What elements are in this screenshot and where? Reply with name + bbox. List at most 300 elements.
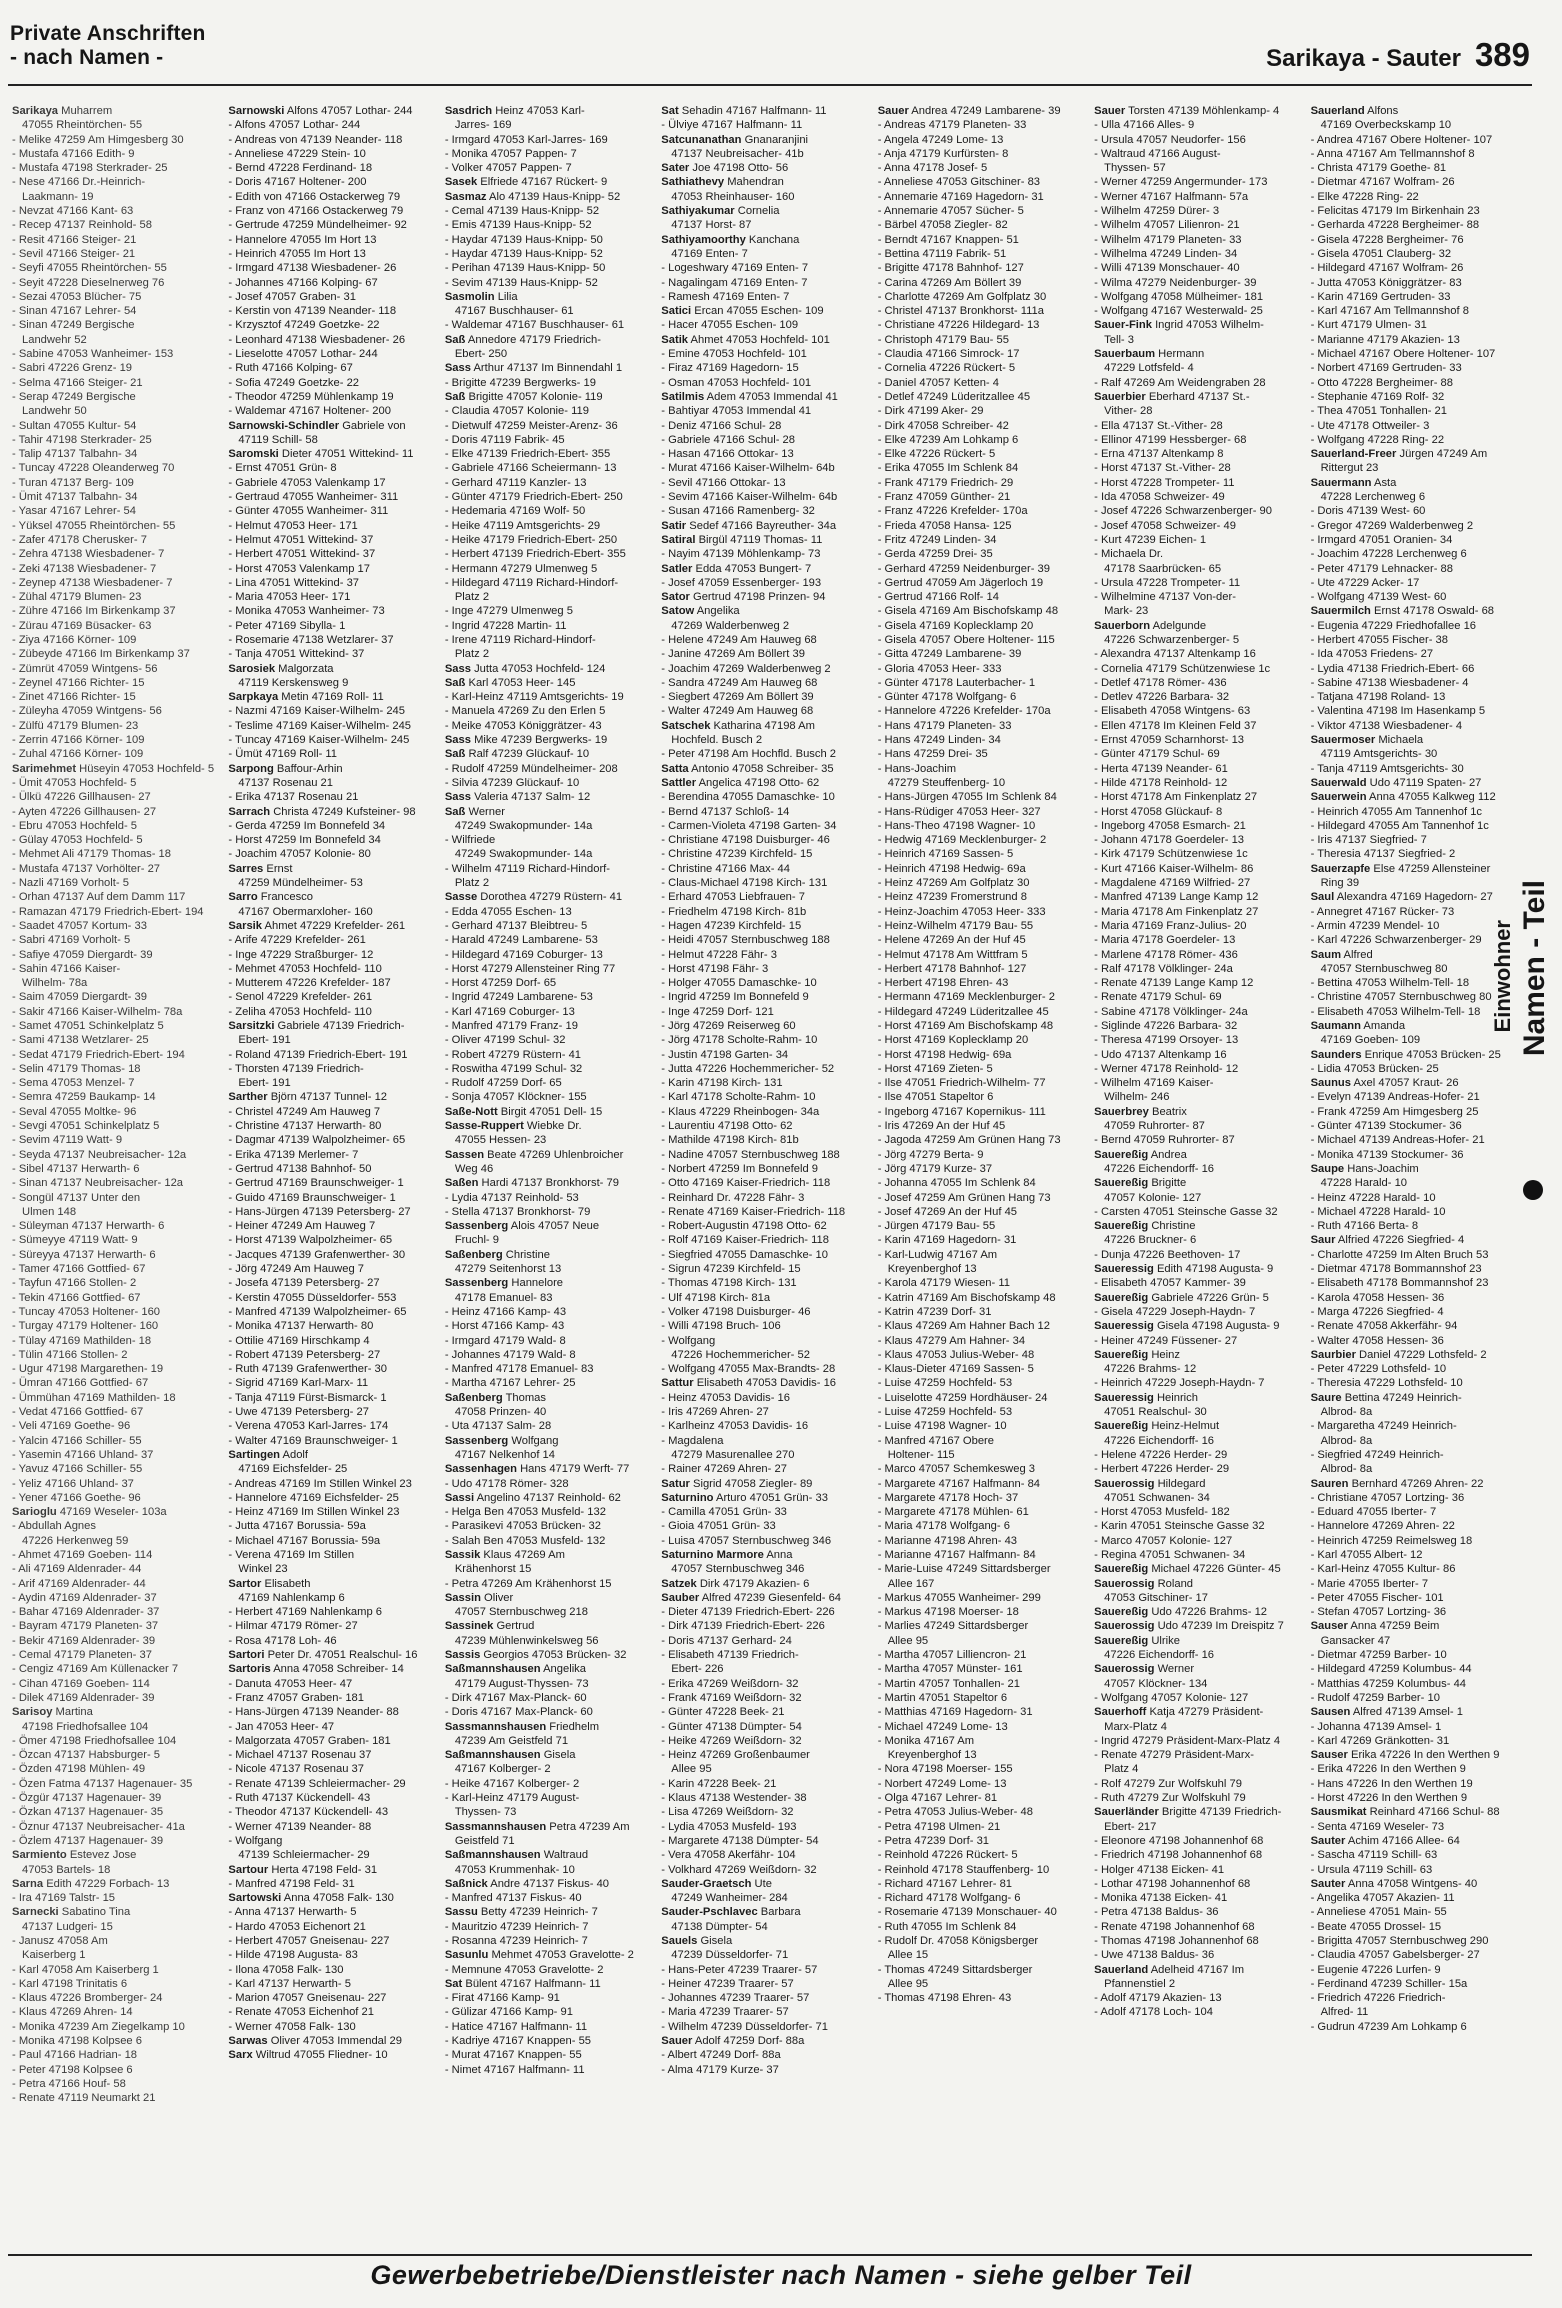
entry-details: - Karl-Heinz 47119 Amtsgerichts- 19	[444, 691, 624, 704]
entry-details: Thyssen- 57	[1104, 162, 1166, 175]
directory-entry	[12, 104, 218, 118]
directory-entry	[1311, 204, 1517, 218]
entry-details: Landwehr 50	[22, 405, 87, 418]
entry-details: - Özen Fatma 47137 Hagenauer- 35	[12, 1777, 193, 1790]
directory-entry	[228, 919, 434, 933]
entry-details: - Christiane 47198 Duisburger- 46	[661, 834, 830, 847]
directory-entry	[445, 1233, 651, 1247]
entry-details: - Brigitte 47178 Bahnhof- 127	[877, 262, 1024, 275]
directory-entry	[661, 962, 867, 976]
directory-entry	[445, 376, 651, 390]
directory-entry	[661, 1062, 867, 1076]
directory-entry	[445, 976, 651, 990]
entry-details: Allee 95	[887, 1977, 929, 1990]
entry-details: - Eugenia 47229 Friedhofallee 16	[1310, 619, 1477, 632]
entry-details: - Karola 47058 Hessen- 36	[1310, 1291, 1445, 1304]
directory-entry	[445, 175, 651, 189]
entry-details: 47055 Hessen- 23	[454, 1134, 547, 1147]
directory-entry	[445, 104, 651, 118]
directory-entry	[1311, 719, 1517, 733]
entry-details: - Sabine 47178 Völklinger- 24a	[1094, 1005, 1248, 1018]
directory-entry	[228, 790, 434, 804]
entry-surname: Sarres	[228, 862, 264, 875]
footer-rule	[8, 2254, 1532, 2256]
directory-entry	[661, 1848, 867, 1862]
directory-entry	[1311, 790, 1517, 804]
directory-entry	[1311, 290, 1517, 304]
directory-entry	[228, 1920, 434, 1934]
directory-entry	[12, 1605, 218, 1619]
entry-details: Christine	[502, 1248, 550, 1261]
entry-details: 47226 Hochemmericher- 52	[671, 1348, 810, 1361]
directory-entry	[228, 1090, 434, 1104]
directory-entry	[1311, 633, 1517, 647]
entry-details: - Nadine 47057 Sternbuschweg 188	[661, 1148, 840, 1161]
directory-entry	[661, 976, 867, 990]
directory-entry	[12, 1948, 218, 1962]
entry-details: Ernst	[263, 862, 293, 875]
directory-entry	[12, 1462, 218, 1476]
entry-details: - Dunja 47226 Beethoven- 17	[1094, 1248, 1241, 1261]
entry-details: - Evelyn 47139 Andreas-Hofer- 21	[1310, 1091, 1480, 1104]
directory-entry	[12, 361, 218, 375]
directory-entry	[12, 1348, 218, 1362]
directory-entry	[661, 647, 867, 661]
directory-entry	[1094, 1491, 1300, 1505]
directory-entry	[878, 733, 1084, 747]
entry-details: 47279 Masurenallee 270	[671, 1448, 795, 1461]
entry-details: - Günter 47228 Beek- 21	[661, 1706, 785, 1719]
entry-surname: Satzek	[661, 1577, 697, 1590]
entry-details: - Senol 47229 Krefelder- 261	[228, 991, 373, 1004]
directory-entry	[12, 276, 218, 290]
directory-entry	[1311, 1634, 1517, 1648]
directory-entry	[1094, 1219, 1300, 1233]
directory-entry	[1094, 948, 1300, 962]
entry-details: - Heinz 47269 Am Golfplatz 30	[877, 877, 1030, 890]
entry-details: - Hedemaria 47169 Wolf- 50	[444, 505, 586, 518]
directory-entry	[228, 1019, 434, 1033]
directory-entry	[445, 733, 651, 747]
entry-details: - Armin 47239 Mendel- 10	[1310, 919, 1440, 932]
directory-entry	[661, 1162, 867, 1176]
directory-entry	[228, 1348, 434, 1362]
directory-entry	[228, 1963, 434, 1977]
directory-entry	[445, 1791, 651, 1805]
entry-details: - Wilma 47279 Neidenburger- 39	[1094, 276, 1257, 289]
entry-details: - Wilhelm 47259 Dürer- 3	[1094, 205, 1220, 218]
entry-details: Metin 47169 Roll- 11	[278, 691, 384, 704]
directory-entry	[878, 1848, 1084, 1862]
directory-entry	[445, 1419, 651, 1433]
directory-entry	[12, 1977, 218, 1991]
directory-entry	[12, 805, 218, 819]
directory-entry	[228, 847, 434, 861]
directory-entry	[445, 1448, 651, 1462]
entry-details: - Frank 47169 Weißdorn- 32	[661, 1691, 802, 1704]
directory-entry	[1094, 1863, 1300, 1877]
entry-details: - Dilek 47169 Aldenrader- 39	[12, 1691, 155, 1704]
directory-entry	[1311, 619, 1517, 633]
directory-entry	[878, 719, 1084, 733]
entry-surname: Sarikaya	[12, 105, 59, 117]
directory-entry	[228, 390, 434, 404]
entry-details: - Robert-Augustin 47198 Otto- 62	[661, 1220, 827, 1233]
entry-details: Ulrike	[1148, 1634, 1180, 1647]
directory-entry	[12, 847, 218, 861]
entry-details: - Songül 47137 Unter den	[12, 1191, 141, 1204]
entry-details: - Cornelia 47226 Rückert- 5	[877, 362, 1016, 375]
entry-details: - Hermann 47279 Ulmenweg 5	[444, 562, 598, 575]
directory-entry	[228, 247, 434, 261]
entry-details: Joe 47198 Otto- 56	[689, 162, 789, 175]
directory-entry	[12, 433, 218, 447]
entry-details: - Rudolf 47259 Dorf- 65	[444, 1077, 562, 1090]
entry-details: - Felicitas 47179 Im Birkenhain 23	[1310, 205, 1480, 218]
entry-details: - Heinz-Wilhelm 47179 Bau- 55	[877, 919, 1034, 932]
directory-entry	[1094, 276, 1300, 290]
entry-details: 47167 Buschhauser- 61	[454, 305, 574, 318]
directory-entry	[12, 1019, 218, 1033]
entry-details: - Anna 47137 Herwarth- 5	[228, 1906, 357, 1919]
entry-details: - Martin 47057 Tonhallen- 21	[877, 1677, 1020, 1690]
entry-details: Alois 47057 Neue	[508, 1220, 600, 1233]
entry-details: - Herta 47139 Neander- 61	[1094, 762, 1228, 775]
directory-entry	[1094, 519, 1300, 533]
directory-entry	[661, 762, 867, 776]
entry-surname: Sassik	[444, 1548, 481, 1561]
entry-details: - Marianne 47167 Halfmann- 84	[877, 1548, 1036, 1561]
entry-details: Betty 47239 Heinrich- 7	[477, 1906, 598, 1919]
entry-surname: Sarnecki	[12, 1906, 59, 1919]
entry-details: - Karin 47169 Gertruden- 33	[1310, 290, 1451, 303]
directory-entry	[228, 1577, 434, 1591]
directory-entry	[1094, 819, 1300, 833]
entry-details: - Hannelore 47169 Eichsfelder- 25	[228, 1491, 399, 1504]
entry-details: - Karin 47169 Hagedorn- 31	[877, 1234, 1017, 1247]
directory-entry	[445, 1934, 651, 1948]
directory-entry	[878, 933, 1084, 947]
directory-entry	[228, 1305, 434, 1319]
entry-details: - Werner 47259 Angermunder- 173	[1094, 176, 1268, 189]
directory-entry	[1094, 1619, 1300, 1633]
directory-entry	[445, 547, 651, 561]
entry-details: 47053 Bartels- 18	[22, 1863, 111, 1876]
directory-entry	[878, 1662, 1084, 1676]
entry-details: - Luise 47259 Hochfeld- 53	[877, 1406, 1013, 1419]
entry-details: - Hildegard 47167 Wolfram- 26	[1310, 262, 1464, 275]
directory-entry	[12, 1276, 218, 1290]
directory-entry	[228, 1219, 434, 1233]
directory-entry	[661, 1519, 867, 1533]
entry-details: - Hans-Jürgen 47139 Neander- 88	[228, 1706, 399, 1719]
directory-entry	[1094, 1334, 1300, 1348]
directory-entry	[661, 175, 867, 189]
directory-entry	[228, 1248, 434, 1262]
directory-entry	[228, 690, 434, 704]
entry-details: - Werner 47167 Halfmann- 57a	[1094, 190, 1249, 203]
directory-entry	[12, 976, 218, 990]
directory-entry	[228, 1634, 434, 1648]
directory-entry	[661, 1434, 867, 1448]
entry-details: - Zerrin 47166 Körner- 109	[12, 734, 145, 747]
entry-details: - Johanna 47055 Im Schlenk 84	[877, 1177, 1036, 1190]
entry-details: - Bernd 47137 Schloß- 14	[661, 805, 790, 818]
directory-entry	[12, 1619, 218, 1633]
directory-entry	[1094, 218, 1300, 232]
directory-entry	[1094, 1305, 1300, 1319]
entry-surname: Sassenberg	[444, 1220, 509, 1233]
directory-entry	[1311, 1434, 1517, 1448]
entry-details: Anna	[763, 1548, 793, 1561]
entry-details: - Annegret 47167 Rücker- 73	[1310, 905, 1455, 918]
directory-entry	[12, 1577, 218, 1591]
directory-entry	[1094, 1119, 1300, 1133]
entry-details: 47137 Rosenau 21	[238, 776, 333, 789]
entry-surname: Saß	[444, 805, 466, 818]
directory-entry	[12, 118, 218, 132]
directory-entry	[1094, 419, 1300, 433]
entry-details: - Claudia 47057 Gabelsberger- 27	[1310, 1949, 1480, 1962]
directory-entry	[445, 1191, 651, 1205]
directory-entry	[445, 476, 651, 490]
entry-details: - Rosemarie 47139 Monschauer- 40	[877, 1906, 1057, 1919]
entry-details: - Theresa 47199 Orsoyer- 13	[1094, 1034, 1239, 1047]
entry-details: 47169 Enten- 7	[671, 247, 748, 260]
directory-entry	[661, 704, 867, 718]
entry-details: - Charlotte 47259 Im Alten Bruch 53	[1310, 1248, 1489, 1261]
entry-details: 47169 Nahlenkamp 6	[238, 1591, 345, 1604]
entry-details: - Özlem 47137 Hagenauer- 39	[12, 1834, 164, 1847]
entry-details: - Johannes 47239 Traarer- 57	[661, 1992, 810, 2005]
entry-details: - Jürgen 47179 Bau- 55	[877, 1220, 996, 1233]
entry-details: - Ilse 47051 Friedrich-Wilhelm- 77	[877, 1077, 1046, 1090]
entry-details: Hochfeld. Busch 2	[671, 734, 763, 747]
directory-entry	[1311, 1219, 1517, 1233]
directory-entry	[1094, 461, 1300, 475]
directory-entry	[228, 1105, 434, 1119]
entry-details: - Marianne 47198 Ahren- 43	[877, 1534, 1018, 1547]
directory-entry	[878, 290, 1084, 304]
directory-entry	[878, 1605, 1084, 1619]
directory-entry	[228, 1877, 434, 1891]
directory-entry	[445, 576, 651, 590]
entry-details: 47229 Lotfsfeld- 4	[1104, 362, 1194, 375]
directory-entry	[661, 1877, 867, 1891]
entry-details: 47167 Nelkenhof 14	[454, 1448, 555, 1461]
directory-entry	[878, 576, 1084, 590]
directory-entry	[661, 1834, 867, 1848]
entry-details: - Waldemar 47167 Buschhauser- 61	[444, 319, 625, 332]
entry-details: - Johannes 47166 Kolping- 67	[228, 276, 378, 289]
directory-entry	[878, 261, 1084, 275]
directory-entry	[12, 576, 218, 590]
directory-entry	[445, 190, 651, 204]
entry-details: - Karola 47179 Wiesen- 11	[877, 1277, 1010, 1290]
directory-entry	[661, 1319, 867, 1333]
entry-details: Heinz	[1148, 1348, 1180, 1361]
entry-details: - Horst 47058 Glückauf- 8	[1094, 805, 1223, 818]
entry-details: - Martha 47167 Lehrer- 25	[444, 1377, 576, 1390]
entry-details: - Magdalena	[661, 1434, 724, 1447]
directory-entry	[12, 647, 218, 661]
entry-details: - Firaz 47169 Hagedorn- 15	[661, 362, 799, 375]
entry-details: Thomas	[502, 1391, 546, 1404]
directory-entry	[1311, 190, 1517, 204]
directory-entry	[878, 1448, 1084, 1462]
directory-entry	[1311, 762, 1517, 776]
directory-entry	[12, 1334, 218, 1348]
directory-entry	[878, 762, 1084, 776]
directory-entry	[661, 1634, 867, 1648]
entry-details: - Hildegard 47259 Kolumbus- 44	[1310, 1663, 1472, 1676]
entry-surname: Sauerland	[1094, 1963, 1149, 1976]
entry-details: - Dirk 47139 Friedrich-Ebert- 226	[661, 1620, 825, 1633]
entry-details: - Siegbert 47269 Am Böllert 39	[661, 691, 814, 704]
directory-entry	[445, 1033, 651, 1047]
directory-entry	[228, 1062, 434, 1076]
entry-details: Adelheid 47167 Im	[1148, 1963, 1245, 1976]
entry-details: - Johann 47178 Goerdeler- 13	[1094, 834, 1245, 847]
entry-details: Kreyenberghof 13	[887, 1263, 977, 1276]
entry-details: - Claudia 47166 Simrock- 17	[877, 348, 1020, 361]
entry-details: - Stephanie 47169 Rolf- 32	[1310, 390, 1445, 403]
entry-details: Sehadin 47167 Halfmann- 11	[678, 105, 827, 117]
directory-entry	[228, 1048, 434, 1062]
directory-entry	[228, 1619, 434, 1633]
directory-entry	[1094, 1534, 1300, 1548]
directory-entry	[661, 1662, 867, 1676]
directory-entry	[878, 1276, 1084, 1290]
directory-entry	[12, 261, 218, 275]
entry-details: - Camilla 47051 Grün- 33	[661, 1506, 787, 1519]
directory-entry	[12, 905, 218, 919]
directory-entry	[1311, 1577, 1517, 1591]
entry-details: Fruchl- 9	[454, 1234, 499, 1247]
directory-entry	[661, 190, 867, 204]
directory-entry	[228, 1162, 434, 1176]
directory-entry	[12, 1877, 218, 1891]
entry-details: - Sevgi 47051 Schinkelplatz 5	[12, 1120, 160, 1133]
directory-entry	[1094, 876, 1300, 890]
entry-details: - Bahtiyar 47053 Immendal 41	[661, 405, 812, 418]
directory-entry	[228, 1691, 434, 1705]
directory-entry	[1094, 1748, 1300, 1762]
directory-entry	[12, 1119, 218, 1133]
entry-details: - Karl 47226 Schwarzenberger- 29	[1310, 934, 1482, 947]
directory-entry	[12, 190, 218, 204]
entry-details: - Gloria 47053 Heer- 333	[877, 662, 1002, 675]
entry-details: 47269 Walderbenweg 2	[671, 619, 790, 632]
entry-details: - Josef 47057 Graben- 31	[228, 290, 356, 303]
entry-details: - Holger 47055 Damaschke- 10	[661, 977, 817, 990]
entry-surname: Sauder-Graetsch	[661, 1877, 752, 1890]
entry-details: - Franz 47226 Krefelder- 170a	[877, 505, 1028, 518]
entry-details: - Sigrun 47239 Kirchfeld- 15	[661, 1263, 801, 1276]
entry-details: - Rolf 47279 Zur Wolfskuhl 79	[1094, 1777, 1242, 1790]
entry-details: - Gerhard 47137 Bleibtreu- 5	[444, 919, 588, 932]
entry-details: - Wolfgang 47167 Westerwald- 25	[1094, 305, 1263, 318]
entry-details: - Peter 47055 Fischer- 101	[1310, 1591, 1444, 1604]
entry-details: - Safiye 47059 Diergardt- 39	[12, 948, 153, 961]
entry-surname: Sasse-Ruppert	[444, 1120, 524, 1133]
entry-details: - Josef 47226 Schwarzenberger- 90	[1094, 505, 1272, 518]
entry-surname: Saturnino	[661, 1491, 714, 1504]
directory-entry	[878, 1562, 1084, 1576]
directory-entry	[445, 1820, 651, 1834]
directory-entry	[1311, 776, 1517, 790]
entry-details: - Elisabeth 47053 Wilhelm-Tell- 18	[1310, 1005, 1481, 1018]
directory-entry	[445, 1677, 651, 1691]
entry-details: - Klaus 47138 Westender- 38	[661, 1792, 807, 1805]
entry-details: - Haydar 47139 Haus-Knipp- 50	[444, 233, 603, 246]
entry-details: - Yasar 47167 Lehrer- 54	[12, 505, 136, 518]
directory-entry	[661, 847, 867, 861]
entry-details: - Yüksel 47055 Rheintörchen- 55	[12, 519, 176, 532]
entry-details: - Tatjana 47198 Roland- 13	[1310, 691, 1446, 704]
directory-entry	[661, 161, 867, 175]
entry-details: - Gertraud 47055 Wanheimer- 311	[228, 491, 399, 504]
directory-entry	[1094, 1419, 1300, 1433]
directory-entry	[12, 476, 218, 490]
directory-entry	[445, 1205, 651, 1219]
directory-entry	[12, 1905, 218, 1919]
directory-column	[1094, 104, 1300, 2244]
entry-details: - Peter 47179 Lehnacker- 88	[1310, 562, 1453, 575]
directory-entry	[228, 704, 434, 718]
entry-details: - Herbert 47139 Friedrich-Ebert- 355	[444, 548, 626, 561]
entry-details: - Hans 47259 Drei- 35	[877, 748, 988, 761]
entry-details: Bülent 47167 Halfmann- 11	[462, 1977, 601, 1990]
directory-entry	[1094, 1262, 1300, 1276]
entry-details: Ulmen 148	[22, 1205, 77, 1218]
directory-entry	[12, 1076, 218, 1090]
entry-details: - Erika 47226 In den Werthen 9	[1310, 1763, 1466, 1776]
entry-details: - Manfred 47179 Franz- 19	[444, 1020, 578, 1032]
entry-details: - Karl-Heinz 47179 August-	[444, 1792, 580, 1805]
directory-entry	[878, 1619, 1084, 1633]
entry-details: - Thomas 47198 Johannenhof 68	[1094, 1935, 1259, 1947]
entry-details: - Renate 47198 Johannenhof 68	[1094, 1920, 1255, 1933]
directory-entry	[12, 1863, 218, 1877]
directory-entry	[878, 1705, 1084, 1719]
directory-entry	[878, 1148, 1084, 1162]
directory-entry	[1094, 333, 1300, 347]
directory-entry	[12, 1062, 218, 1076]
entry-surname: Sassinek	[444, 1620, 494, 1633]
entry-details: 47138 Dümpter- 54	[671, 1920, 768, 1933]
entry-details: - Marion 47057 Gneisenau- 227	[228, 1992, 387, 2005]
directory-entry	[1311, 662, 1517, 676]
entry-details: - Doris 47139 West- 60	[1310, 505, 1426, 518]
directory-entry	[1094, 676, 1300, 690]
directory-entry	[1311, 404, 1517, 418]
entry-details: - Tahir 47198 Sterkrader- 25	[12, 433, 152, 446]
directory-entry	[661, 990, 867, 1004]
entry-details: - Reinhold 47178 Stauffenberg- 10	[877, 1863, 1050, 1876]
entry-details: - Renate 47119 Neumarkt 21	[12, 2092, 156, 2105]
entry-details: - Horst 47169 Am Bischofskamp 48	[877, 1020, 1054, 1032]
directory-entry	[1311, 304, 1517, 318]
directory-entry	[445, 1434, 651, 1448]
entry-details: - Ziya 47166 Körner- 109	[12, 633, 137, 646]
entry-details: - Ottilie 47169 Hirschkamp 4	[228, 1334, 370, 1347]
directory-entry	[878, 233, 1084, 247]
directory-entry	[1094, 261, 1300, 275]
entry-details: - Hilde 47178 Reinhold- 12	[1094, 776, 1228, 789]
entry-details: Albrod- 8a	[1320, 1463, 1373, 1476]
directory-entry	[445, 1376, 651, 1390]
